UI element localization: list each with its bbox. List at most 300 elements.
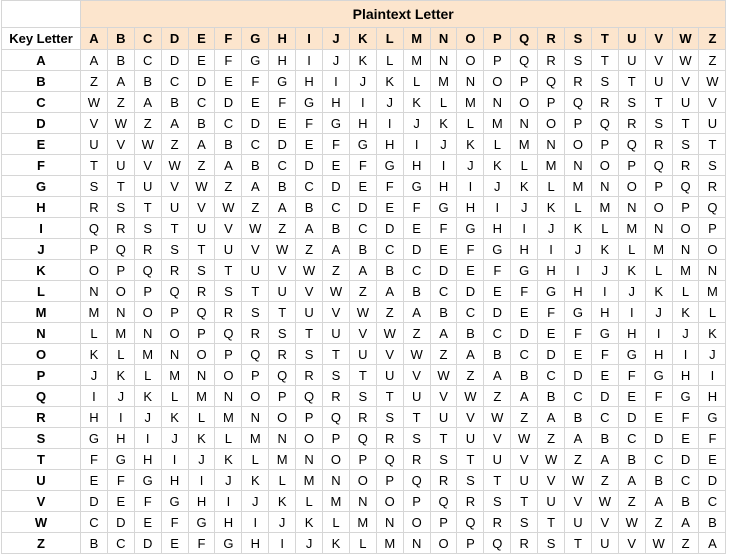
cipher-cell[interactable]: T [457, 449, 484, 470]
cipher-cell[interactable]: I [161, 449, 188, 470]
key-letter-cell[interactable]: J [2, 239, 81, 260]
cipher-cell[interactable]: V [591, 512, 618, 533]
cipher-cell[interactable]: D [618, 407, 645, 428]
cipher-cell[interactable]: E [457, 260, 484, 281]
cipher-cell[interactable]: Q [349, 428, 376, 449]
cipher-cell[interactable]: D [376, 218, 403, 239]
cipher-cell[interactable]: H [457, 197, 484, 218]
cipher-cell[interactable]: A [430, 323, 457, 344]
cipher-cell[interactable]: Q [699, 197, 726, 218]
cipher-cell[interactable]: B [134, 71, 161, 92]
cipher-cell[interactable]: E [188, 50, 215, 71]
key-letter-cell[interactable]: H [2, 197, 81, 218]
cipher-cell[interactable]: J [457, 155, 484, 176]
cipher-cell[interactable]: B [403, 281, 430, 302]
cipher-cell[interactable]: S [296, 344, 323, 365]
cipher-cell[interactable]: S [511, 512, 538, 533]
cipher-cell[interactable]: U [484, 449, 511, 470]
cipher-cell[interactable]: O [296, 428, 323, 449]
cipher-cell[interactable]: L [188, 407, 215, 428]
cipher-cell[interactable]: F [296, 113, 323, 134]
cipher-cell[interactable]: B [161, 92, 188, 113]
cipher-cell[interactable]: I [699, 365, 726, 386]
cipher-cell[interactable]: L [349, 533, 376, 554]
cipher-cell[interactable]: E [591, 365, 618, 386]
cipher-cell[interactable]: Q [565, 92, 592, 113]
cipher-cell[interactable]: V [296, 281, 323, 302]
key-letter-cell[interactable]: Z [2, 533, 81, 554]
plaintext-column-header[interactable]: F [215, 28, 242, 50]
cipher-cell[interactable]: A [672, 512, 699, 533]
cipher-cell[interactable]: O [134, 302, 161, 323]
cipher-cell[interactable]: U [134, 176, 161, 197]
cipher-cell[interactable]: H [188, 491, 215, 512]
cipher-cell[interactable]: P [323, 428, 350, 449]
cipher-cell[interactable]: I [349, 92, 376, 113]
cipher-cell[interactable]: I [511, 218, 538, 239]
cipher-cell[interactable]: G [403, 176, 430, 197]
cipher-cell[interactable]: S [107, 197, 134, 218]
cipher-cell[interactable]: B [430, 302, 457, 323]
cipher-cell[interactable]: H [538, 260, 565, 281]
cipher-cell[interactable]: P [618, 155, 645, 176]
cipher-cell[interactable]: M [376, 533, 403, 554]
cipher-cell[interactable]: T [618, 71, 645, 92]
cipher-cell[interactable]: S [134, 218, 161, 239]
cipher-cell[interactable]: K [323, 533, 350, 554]
cipher-cell[interactable]: Q [457, 512, 484, 533]
cipher-cell[interactable]: F [484, 260, 511, 281]
cipher-cell[interactable]: T [349, 365, 376, 386]
plaintext-column-header[interactable]: U [618, 28, 645, 50]
cipher-cell[interactable]: B [81, 533, 108, 554]
cipher-cell[interactable]: E [107, 491, 134, 512]
cipher-cell[interactable]: Q [511, 50, 538, 71]
cipher-cell[interactable]: K [538, 197, 565, 218]
cipher-cell[interactable]: C [349, 218, 376, 239]
cipher-cell[interactable]: A [457, 344, 484, 365]
cipher-cell[interactable]: J [484, 176, 511, 197]
cipher-cell[interactable]: F [107, 470, 134, 491]
cipher-cell[interactable]: U [188, 218, 215, 239]
cipher-cell[interactable]: V [511, 449, 538, 470]
cipher-cell[interactable]: O [672, 218, 699, 239]
cipher-cell[interactable]: U [81, 134, 108, 155]
key-letter-cell[interactable]: N [2, 323, 81, 344]
cipher-cell[interactable]: N [618, 197, 645, 218]
cipher-cell[interactable]: M [403, 50, 430, 71]
cipher-cell[interactable]: W [484, 407, 511, 428]
cipher-cell[interactable]: H [349, 113, 376, 134]
cipher-cell[interactable]: J [215, 470, 242, 491]
plaintext-column-header[interactable]: D [161, 28, 188, 50]
cipher-cell[interactable]: L [242, 449, 269, 470]
cipher-cell[interactable]: U [215, 239, 242, 260]
cipher-cell[interactable]: O [699, 239, 726, 260]
cipher-cell[interactable]: I [430, 155, 457, 176]
cipher-cell[interactable]: P [511, 71, 538, 92]
cipher-cell[interactable]: O [323, 449, 350, 470]
cipher-cell[interactable]: J [672, 323, 699, 344]
cipher-cell[interactable]: N [403, 533, 430, 554]
cipher-cell[interactable]: O [484, 71, 511, 92]
plaintext-column-header[interactable]: L [376, 28, 403, 50]
cipher-cell[interactable]: D [242, 113, 269, 134]
cipher-cell[interactable]: W [672, 50, 699, 71]
cipher-cell[interactable]: Q [296, 386, 323, 407]
cipher-cell[interactable]: Q [591, 113, 618, 134]
plaintext-column-header[interactable]: O [457, 28, 484, 50]
cipher-cell[interactable]: U [430, 407, 457, 428]
cipher-cell[interactable]: H [565, 281, 592, 302]
plaintext-column-header[interactable]: M [403, 28, 430, 50]
cipher-cell[interactable]: O [269, 407, 296, 428]
cipher-cell[interactable]: H [323, 92, 350, 113]
cipher-cell[interactable]: J [565, 239, 592, 260]
cipher-cell[interactable]: I [269, 533, 296, 554]
cipher-cell[interactable]: G [242, 50, 269, 71]
cipher-cell[interactable]: N [645, 218, 672, 239]
cipher-cell[interactable]: K [161, 407, 188, 428]
cipher-cell[interactable]: J [645, 302, 672, 323]
cipher-cell[interactable]: B [565, 407, 592, 428]
cipher-cell[interactable]: V [538, 470, 565, 491]
cipher-cell[interactable]: M [484, 113, 511, 134]
cipher-cell[interactable]: W [591, 491, 618, 512]
cipher-cell[interactable]: N [296, 449, 323, 470]
cipher-cell[interactable]: R [565, 71, 592, 92]
cipher-cell[interactable]: J [107, 386, 134, 407]
cipher-cell[interactable]: R [672, 155, 699, 176]
cipher-cell[interactable]: L [296, 491, 323, 512]
cipher-cell[interactable]: Q [134, 260, 161, 281]
cipher-cell[interactable]: T [484, 470, 511, 491]
cipher-cell[interactable]: R [134, 239, 161, 260]
cipher-cell[interactable]: T [430, 428, 457, 449]
cipher-cell[interactable]: O [645, 197, 672, 218]
cipher-cell[interactable]: W [699, 71, 726, 92]
cipher-cell[interactable]: V [699, 92, 726, 113]
cipher-cell[interactable]: P [107, 260, 134, 281]
cipher-cell[interactable]: K [107, 365, 134, 386]
plaintext-column-header[interactable]: N [430, 28, 457, 50]
cipher-cell[interactable]: V [565, 491, 592, 512]
cipher-cell[interactable]: U [349, 344, 376, 365]
cipher-cell[interactable]: O [349, 470, 376, 491]
cipher-cell[interactable]: O [511, 92, 538, 113]
cipher-cell[interactable]: J [323, 50, 350, 71]
cipher-cell[interactable]: G [457, 218, 484, 239]
plaintext-column-header[interactable]: I [296, 28, 323, 50]
cipher-cell[interactable]: G [161, 491, 188, 512]
cipher-cell[interactable]: A [107, 71, 134, 92]
cipher-cell[interactable]: C [323, 197, 350, 218]
cipher-cell[interactable]: F [538, 302, 565, 323]
cipher-cell[interactable]: J [403, 113, 430, 134]
cipher-cell[interactable]: C [484, 323, 511, 344]
cipher-cell[interactable]: S [672, 134, 699, 155]
cipher-cell[interactable]: A [376, 281, 403, 302]
cipher-cell[interactable]: F [134, 491, 161, 512]
cipher-cell[interactable]: R [699, 176, 726, 197]
cipher-cell[interactable]: H [645, 344, 672, 365]
cipher-cell[interactable]: M [457, 92, 484, 113]
cipher-cell[interactable]: F [699, 428, 726, 449]
cipher-cell[interactable]: G [107, 449, 134, 470]
cipher-cell[interactable]: P [376, 470, 403, 491]
cipher-cell[interactable]: Q [81, 218, 108, 239]
cipher-cell[interactable]: H [296, 71, 323, 92]
cipher-cell[interactable]: L [81, 323, 108, 344]
cipher-cell[interactable]: Z [618, 491, 645, 512]
cipher-cell[interactable]: E [430, 239, 457, 260]
cipher-cell[interactable]: Z [296, 239, 323, 260]
cipher-cell[interactable]: G [672, 386, 699, 407]
cipher-cell[interactable]: N [376, 512, 403, 533]
cipher-cell[interactable]: F [215, 50, 242, 71]
cipher-cell[interactable]: A [511, 386, 538, 407]
cipher-cell[interactable]: T [645, 92, 672, 113]
cipher-cell[interactable]: P [215, 344, 242, 365]
cipher-cell[interactable]: L [457, 113, 484, 134]
cipher-cell[interactable]: M [699, 281, 726, 302]
plaintext-column-header[interactable]: W [672, 28, 699, 50]
cipher-cell[interactable]: K [134, 386, 161, 407]
cipher-cell[interactable]: T [242, 281, 269, 302]
cipher-cell[interactable]: I [672, 344, 699, 365]
cipher-cell[interactable]: D [538, 344, 565, 365]
cipher-cell[interactable]: H [403, 155, 430, 176]
cipher-cell[interactable]: U [161, 197, 188, 218]
cipher-cell[interactable]: R [296, 365, 323, 386]
cipher-cell[interactable]: Z [107, 92, 134, 113]
cipher-cell[interactable]: V [403, 365, 430, 386]
cipher-cell[interactable]: V [645, 50, 672, 71]
cipher-cell[interactable]: E [134, 512, 161, 533]
cipher-cell[interactable]: W [161, 155, 188, 176]
cipher-cell[interactable]: S [484, 491, 511, 512]
cipher-cell[interactable]: U [538, 491, 565, 512]
cipher-cell[interactable]: S [430, 449, 457, 470]
cipher-cell[interactable]: F [161, 512, 188, 533]
cipher-cell[interactable]: C [538, 365, 565, 386]
cipher-cell[interactable]: E [645, 407, 672, 428]
cipher-cell[interactable]: D [215, 92, 242, 113]
cipher-cell[interactable]: L [565, 197, 592, 218]
cipher-cell[interactable]: D [161, 50, 188, 71]
cipher-cell[interactable]: T [699, 134, 726, 155]
cipher-cell[interactable]: I [107, 407, 134, 428]
cipher-cell[interactable]: L [645, 260, 672, 281]
cipher-cell[interactable]: I [215, 491, 242, 512]
cipher-cell[interactable]: M [81, 302, 108, 323]
cipher-cell[interactable]: R [511, 533, 538, 554]
key-letter-cell[interactable]: D [2, 113, 81, 134]
cipher-cell[interactable]: J [269, 512, 296, 533]
cipher-cell[interactable]: R [81, 197, 108, 218]
cipher-cell[interactable]: I [618, 302, 645, 323]
cipher-cell[interactable]: U [107, 155, 134, 176]
cipher-cell[interactable]: O [161, 323, 188, 344]
plaintext-column-header[interactable]: Q [511, 28, 538, 50]
cipher-cell[interactable]: F [591, 344, 618, 365]
cipher-cell[interactable]: W [457, 386, 484, 407]
cipher-cell[interactable]: U [591, 533, 618, 554]
cipher-cell[interactable]: R [323, 386, 350, 407]
cipher-cell[interactable]: N [215, 386, 242, 407]
cipher-cell[interactable]: L [215, 428, 242, 449]
cipher-cell[interactable]: W [403, 344, 430, 365]
cipher-cell[interactable]: F [645, 386, 672, 407]
cipher-cell[interactable]: I [457, 176, 484, 197]
key-letter-cell[interactable]: P [2, 365, 81, 386]
cipher-cell[interactable]: H [242, 533, 269, 554]
cipher-cell[interactable]: N [565, 155, 592, 176]
key-letter-cell[interactable]: O [2, 344, 81, 365]
key-letter-cell[interactable]: W [2, 512, 81, 533]
cipher-cell[interactable]: P [457, 533, 484, 554]
cipher-cell[interactable]: D [699, 470, 726, 491]
cipher-cell[interactable]: Z [591, 470, 618, 491]
cipher-cell[interactable]: G [323, 113, 350, 134]
cipher-cell[interactable]: H [484, 218, 511, 239]
cipher-cell[interactable]: U [269, 281, 296, 302]
cipher-cell[interactable]: G [188, 512, 215, 533]
cipher-cell[interactable]: N [457, 71, 484, 92]
cipher-cell[interactable]: K [188, 428, 215, 449]
cipher-cell[interactable]: L [511, 155, 538, 176]
cipher-cell[interactable]: G [430, 197, 457, 218]
cipher-cell[interactable]: G [376, 155, 403, 176]
cipher-cell[interactable]: P [484, 50, 511, 71]
key-letter-cell[interactable]: E [2, 134, 81, 155]
cipher-cell[interactable]: O [403, 512, 430, 533]
cipher-cell[interactable]: A [134, 92, 161, 113]
cipher-cell[interactable]: H [511, 239, 538, 260]
cipher-cell[interactable]: P [134, 281, 161, 302]
cipher-cell[interactable]: D [457, 281, 484, 302]
cipher-cell[interactable]: P [430, 512, 457, 533]
cipher-cell[interactable]: M [672, 260, 699, 281]
cipher-cell[interactable]: M [323, 491, 350, 512]
cipher-cell[interactable]: I [484, 197, 511, 218]
cipher-cell[interactable]: Q [215, 323, 242, 344]
cipher-cell[interactable]: L [403, 71, 430, 92]
cipher-cell[interactable]: O [618, 176, 645, 197]
cipher-cell[interactable]: H [699, 386, 726, 407]
cipher-cell[interactable]: P [269, 386, 296, 407]
cipher-cell[interactable]: Q [161, 281, 188, 302]
cipher-cell[interactable]: G [565, 302, 592, 323]
cipher-cell[interactable]: H [161, 470, 188, 491]
cipher-cell[interactable]: W [296, 260, 323, 281]
cipher-cell[interactable]: K [699, 323, 726, 344]
cipher-cell[interactable]: P [81, 239, 108, 260]
key-letter-cell[interactable]: L [2, 281, 81, 302]
cipher-cell[interactable]: B [188, 113, 215, 134]
cipher-cell[interactable]: J [699, 344, 726, 365]
cipher-cell[interactable]: O [565, 134, 592, 155]
cipher-cell[interactable]: J [349, 71, 376, 92]
cipher-cell[interactable]: F [430, 218, 457, 239]
cipher-cell[interactable]: W [107, 113, 134, 134]
cipher-cell[interactable]: A [618, 470, 645, 491]
cipher-cell[interactable]: Z [161, 134, 188, 155]
cipher-cell[interactable]: B [618, 449, 645, 470]
cipher-cell[interactable]: D [484, 302, 511, 323]
cipher-cell[interactable]: K [645, 281, 672, 302]
cipher-cell[interactable]: C [242, 134, 269, 155]
cipher-cell[interactable]: L [699, 302, 726, 323]
cipher-cell[interactable]: D [672, 449, 699, 470]
cipher-cell[interactable]: S [591, 71, 618, 92]
cipher-cell[interactable]: J [376, 92, 403, 113]
key-letter-cell[interactable]: F [2, 155, 81, 176]
cipher-cell[interactable]: L [161, 386, 188, 407]
cipher-cell[interactable]: E [349, 176, 376, 197]
cipher-cell[interactable]: O [107, 281, 134, 302]
cipher-cell[interactable]: D [591, 386, 618, 407]
cipher-cell[interactable]: Q [430, 491, 457, 512]
cipher-cell[interactable]: L [618, 239, 645, 260]
cipher-cell[interactable]: W [134, 134, 161, 155]
cipher-cell[interactable]: D [323, 176, 350, 197]
cipher-cell[interactable]: G [511, 260, 538, 281]
cipher-cell[interactable]: P [645, 176, 672, 197]
plaintext-letter-title[interactable]: Plaintext Letter [81, 1, 726, 28]
cipher-cell[interactable]: Z [403, 323, 430, 344]
cipher-cell[interactable]: U [645, 71, 672, 92]
cipher-cell[interactable]: V [349, 323, 376, 344]
cipher-cell[interactable]: M [269, 449, 296, 470]
cipher-cell[interactable]: U [323, 323, 350, 344]
cipher-cell[interactable]: S [403, 428, 430, 449]
cipher-cell[interactable]: H [215, 512, 242, 533]
cipher-cell[interactable]: N [242, 407, 269, 428]
cipher-cell[interactable]: Q [538, 71, 565, 92]
cipher-cell[interactable]: F [403, 197, 430, 218]
cipher-cell[interactable]: R [242, 323, 269, 344]
plaintext-column-header[interactable]: C [134, 28, 161, 50]
cipher-cell[interactable]: K [81, 344, 108, 365]
cipher-cell[interactable]: W [188, 176, 215, 197]
cipher-cell[interactable]: Q [484, 533, 511, 554]
cipher-cell[interactable]: C [215, 113, 242, 134]
cipher-cell[interactable]: Z [538, 428, 565, 449]
cipher-cell[interactable]: I [188, 470, 215, 491]
cipher-cell[interactable]: M [296, 470, 323, 491]
cipher-cell[interactable]: Z [134, 113, 161, 134]
cipher-cell[interactable]: Z [645, 512, 672, 533]
cipher-cell[interactable]: V [269, 260, 296, 281]
cipher-cell[interactable]: A [81, 50, 108, 71]
cipher-cell[interactable]: R [269, 344, 296, 365]
cipher-cell[interactable]: S [618, 92, 645, 113]
key-letter-cell[interactable]: G [2, 176, 81, 197]
cipher-cell[interactable]: B [349, 239, 376, 260]
cipher-cell[interactable]: T [161, 218, 188, 239]
cipher-cell[interactable]: A [349, 260, 376, 281]
cipher-cell[interactable]: N [430, 50, 457, 71]
cipher-cell[interactable]: P [242, 365, 269, 386]
cipher-cell[interactable]: K [565, 218, 592, 239]
cipher-cell[interactable]: W [511, 428, 538, 449]
key-letter-cell[interactable]: A [2, 50, 81, 71]
cipher-cell[interactable]: U [618, 50, 645, 71]
cipher-cell[interactable]: K [430, 113, 457, 134]
cipher-cell[interactable]: C [134, 50, 161, 71]
cipher-cell[interactable]: I [323, 71, 350, 92]
